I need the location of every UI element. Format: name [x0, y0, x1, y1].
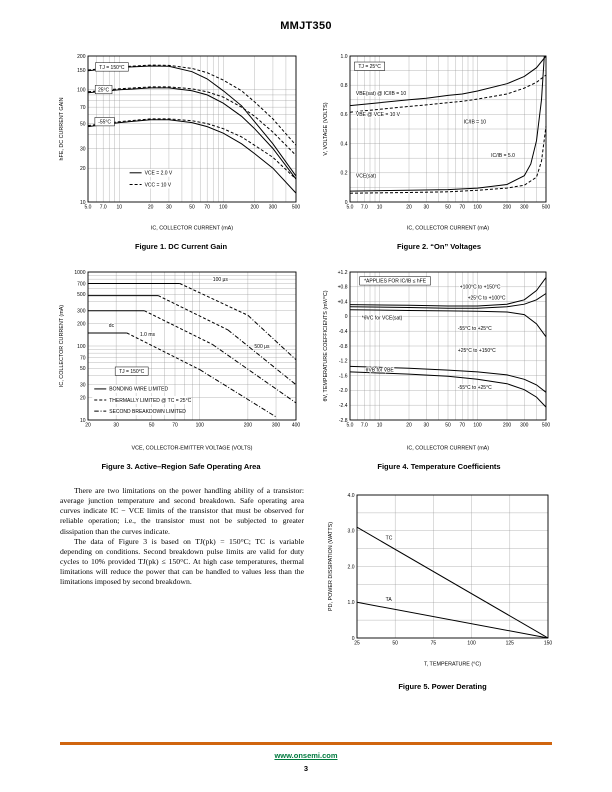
- svg-text:0: 0: [344, 199, 348, 206]
- svg-text:50: 50: [79, 121, 86, 128]
- svg-text:+25°C to +100°C: +25°C to +100°C: [467, 295, 506, 302]
- svg-text:VBE(sat) @ IC/IB = 10: VBE(sat) @ IC/IB = 10: [355, 91, 407, 98]
- svg-text:IC, COLLECTOR CURRENT (mA): IC, COLLECTOR CURRENT (mA): [406, 225, 490, 232]
- svg-text:500: 500: [77, 292, 86, 299]
- svg-text:1.0: 1.0: [347, 600, 355, 607]
- figure-4-temperature-coefficients: [320, 262, 558, 471]
- svg-text:200: 200: [77, 53, 86, 60]
- svg-text:20: 20: [79, 166, 86, 173]
- svg-text:20: 20: [147, 204, 154, 211]
- body-text: [60, 486, 304, 588]
- svg-text:PD, POWER DISSIPATION (WATTS): PD, POWER DISSIPATION (WATTS): [328, 521, 334, 612]
- page-number: 3: [303, 763, 309, 773]
- svg-text:500: 500: [291, 204, 301, 211]
- svg-text:-2.8: -2.8: [338, 417, 348, 424]
- svg-text:TJ = 150°C: TJ = 150°C: [99, 64, 125, 71]
- svg-text:*APPLIES FOR IC/IB ≤ hFE: *APPLIES FOR IC/IB ≤ hFE: [364, 278, 427, 285]
- svg-text:IC, COLLECTOR CURRENT (mA): IC, COLLECTOR CURRENT (mA): [59, 304, 65, 388]
- svg-text:50: 50: [445, 422, 451, 429]
- svg-text:dc: dc: [108, 323, 115, 330]
- svg-text:TC: TC: [385, 535, 393, 542]
- svg-text:VCC = 10 V: VCC = 10 V: [144, 182, 172, 189]
- svg-text:50: 50: [79, 366, 86, 373]
- svg-text:IC/IB = 5.0: IC/IB = 5.0: [491, 153, 515, 160]
- svg-text:70: 70: [172, 422, 178, 429]
- svg-text:300: 300: [271, 422, 281, 429]
- figure-5-power-derating: [325, 483, 560, 691]
- svg-text:70: 70: [204, 204, 210, 211]
- svg-text:θVB for VBE: θVB for VBE: [365, 367, 394, 374]
- svg-text:150: 150: [77, 67, 86, 74]
- page-title: MMJT350: [280, 20, 332, 32]
- svg-text:+0.4: +0.4: [337, 299, 348, 306]
- svg-text:200: 200: [250, 204, 259, 211]
- svg-text:0.6: 0.6: [340, 112, 348, 119]
- svg-text:2.0: 2.0: [347, 564, 355, 571]
- svg-text:TJ = 150°C: TJ = 150°C: [119, 368, 145, 375]
- svg-text:300: 300: [268, 204, 278, 211]
- svg-text:+1.2: +1.2: [337, 269, 348, 276]
- svg-text:30: 30: [423, 422, 430, 429]
- svg-text:-55°C to +25°C: -55°C to +25°C: [457, 385, 492, 392]
- svg-text:hFE, DC CURRENT GAIN: hFE, DC CURRENT GAIN: [59, 97, 65, 161]
- footer-rule: [60, 742, 552, 745]
- svg-text:-0.8: -0.8: [338, 343, 348, 350]
- svg-text:-55°C: -55°C: [98, 119, 112, 126]
- svg-text:500: 500: [541, 422, 551, 429]
- svg-text:10: 10: [116, 204, 123, 211]
- svg-text:1000: 1000: [74, 269, 86, 276]
- svg-text:TJ = 25°C: TJ = 25°C: [358, 64, 381, 71]
- svg-text:100: 100: [195, 422, 204, 429]
- svg-text:0.8: 0.8: [340, 83, 348, 89]
- figure-3-safe-operating-area: [56, 262, 306, 471]
- svg-text:+0.8: +0.8: [337, 284, 348, 291]
- svg-text:300: 300: [520, 422, 529, 429]
- figure-3-caption: Figure 3. Active–Region Safe Operating Area: [101, 462, 261, 471]
- svg-text:IC, COLLECTOR CURRENT (mA): IC, COLLECTOR CURRENT (mA): [406, 445, 490, 452]
- svg-text:70: 70: [459, 204, 466, 211]
- svg-text:10: 10: [79, 417, 86, 424]
- svg-text:+25°C to +150°C: +25°C to +150°C: [457, 348, 496, 355]
- svg-text:VCE(sat): VCE(sat): [355, 173, 377, 180]
- svg-text:50: 50: [189, 204, 195, 211]
- svg-text:50: 50: [148, 422, 155, 429]
- body-paragraph-2: The data of Figure 3 is based on TJ(pk) = 150°C; TC is variable depending on conditions. Second breakdown pulse limits are valid for duty cycles to 10% provided TJ(pk) ≤ 150°C. At high case temperatures, thermal limitations will reduce the power that can be handled to values less than the limitations imposed by second breakdown.: [60, 536, 304, 587]
- svg-text:300: 300: [77, 308, 86, 315]
- svg-text:300: 300: [520, 204, 529, 211]
- svg-text:4.0: 4.0: [347, 492, 355, 499]
- svg-text:-2.0: -2.0: [338, 388, 348, 395]
- svg-text:-1.2: -1.2: [338, 358, 348, 365]
- svg-text:-0.4: -0.4: [338, 329, 348, 335]
- figure-5-chart: [325, 483, 560, 668]
- svg-text:-2.4: -2.4: [338, 403, 348, 409]
- svg-text:25: 25: [354, 640, 360, 647]
- footer-link[interactable]: www.onsemi.com: [274, 750, 338, 760]
- svg-text:T, TEMPERATURE (°C): T, TEMPERATURE (°C): [423, 661, 482, 668]
- svg-text:5.0: 5.0: [346, 204, 354, 211]
- figure-2-chart: [320, 46, 558, 232]
- svg-text:0: 0: [344, 314, 348, 321]
- svg-text:100: 100: [77, 343, 86, 350]
- svg-text:20: 20: [406, 204, 412, 211]
- svg-text:25°C: 25°C: [98, 87, 110, 94]
- svg-text:70: 70: [79, 355, 86, 362]
- svg-text:100: 100: [473, 204, 482, 211]
- svg-text:V, VOLTAGE (VOLTS): V, VOLTAGE (VOLTS): [323, 102, 329, 156]
- figure-4-chart: [320, 262, 558, 452]
- svg-text:100: 100: [219, 204, 228, 211]
- svg-text:20: 20: [85, 422, 91, 429]
- svg-text:70: 70: [79, 104, 86, 111]
- svg-text:150: 150: [543, 640, 553, 647]
- svg-text:θV, TEMPERATURE COEFFICIENTS (: θV, TEMPERATURE COEFFICIENTS (mV/°C): [323, 290, 329, 402]
- svg-text:5.0: 5.0: [84, 204, 92, 211]
- figure-4-caption: Figure 4. Temperature Coefficients: [377, 462, 501, 471]
- svg-text:200: 200: [502, 422, 512, 429]
- svg-text:10: 10: [376, 422, 383, 429]
- svg-text:7.0: 7.0: [99, 204, 107, 211]
- svg-text:30: 30: [79, 382, 86, 389]
- footer: [0, 742, 612, 773]
- svg-text:5.0: 5.0: [346, 422, 354, 429]
- svg-text:30: 30: [166, 204, 172, 211]
- svg-text:1.0 ms: 1.0 ms: [140, 331, 156, 338]
- svg-text:500 μs: 500 μs: [254, 343, 270, 350]
- svg-text:30: 30: [79, 146, 86, 153]
- svg-text:200: 200: [502, 204, 512, 211]
- svg-text:1.0: 1.0: [340, 53, 348, 60]
- svg-text:7.0: 7.0: [360, 422, 368, 429]
- figure-1-chart: [56, 46, 306, 232]
- svg-text:100: 100: [473, 422, 482, 429]
- figure-2-on-voltages: [320, 46, 558, 251]
- svg-text:*θVC for VCE(sat): *θVC for VCE(sat): [361, 315, 403, 322]
- svg-text:50: 50: [392, 640, 398, 647]
- svg-text:400: 400: [291, 422, 301, 429]
- svg-text:0: 0: [351, 635, 355, 642]
- figure-3-chart: [56, 262, 306, 452]
- svg-text:3.0: 3.0: [347, 528, 355, 535]
- svg-text:200: 200: [77, 321, 86, 328]
- svg-text:10: 10: [376, 204, 383, 211]
- figure-1-dc-current-gain: [56, 46, 306, 251]
- svg-text:-1.6: -1.6: [338, 373, 348, 380]
- svg-text:+100°C to +150°C: +100°C to +150°C: [459, 284, 501, 291]
- svg-text:THERMALLY LIMITED @ TC = 25°C: THERMALLY LIMITED @ TC = 25°C: [109, 397, 192, 404]
- svg-text:20: 20: [79, 395, 86, 402]
- svg-text:0.2: 0.2: [340, 170, 348, 177]
- svg-text:TA: TA: [385, 597, 392, 604]
- figure-1-caption: Figure 1. DC Current Gain: [134, 242, 228, 251]
- svg-text:75: 75: [430, 640, 437, 647]
- svg-text:BONDING WIRE LIMITED: BONDING WIRE LIMITED: [109, 386, 169, 393]
- body-paragraph-1: There are two limitations on the power handling ability of a transistor: average junction temperature and second breakdown. Safe operating area curves indicate IC − VCE limits of the transistor that must be observed for reliable operation; i.e., the transistor must not be subjected to greater dissipation than the curves indicate.: [60, 486, 304, 536]
- svg-text:VCE, COLLECTOR-EMITTER VOLTAGE: VCE, COLLECTOR-EMITTER VOLTAGE (VOLTS): [131, 445, 253, 452]
- svg-text:IC, COLLECTOR CURRENT (mA): IC, COLLECTOR CURRENT (mA): [150, 225, 234, 232]
- svg-text:200: 200: [243, 422, 253, 429]
- svg-text:50: 50: [445, 204, 451, 211]
- svg-text:-55°C to +25°C: -55°C to +25°C: [457, 326, 492, 333]
- svg-text:70: 70: [459, 422, 466, 429]
- svg-text:SECOND BREAKDOWN LIMITED: SECOND BREAKDOWN LIMITED: [109, 408, 186, 415]
- svg-text:30: 30: [113, 422, 119, 429]
- svg-text:100 μs: 100 μs: [212, 277, 228, 284]
- svg-text:700: 700: [77, 281, 86, 288]
- svg-text:0.4: 0.4: [340, 141, 348, 148]
- figure-2-caption: Figure 2. “On” Voltages: [396, 242, 482, 251]
- svg-text:30: 30: [423, 204, 430, 211]
- svg-text:7.0: 7.0: [360, 204, 368, 211]
- figure-5-caption: Figure 5. Power Derating: [398, 682, 487, 691]
- svg-text:IC/IB = 10: IC/IB = 10: [463, 119, 487, 126]
- svg-text:100: 100: [77, 87, 86, 94]
- svg-text:125: 125: [505, 640, 514, 647]
- svg-text:100: 100: [467, 640, 476, 647]
- svg-text:20: 20: [406, 422, 412, 429]
- svg-text:VCE = 2.0 V: VCE = 2.0 V: [144, 170, 173, 177]
- svg-text:500: 500: [541, 204, 551, 211]
- svg-text:VBE @ VCE = 10 V: VBE @ VCE = 10 V: [355, 112, 401, 119]
- svg-text:10: 10: [79, 199, 86, 206]
